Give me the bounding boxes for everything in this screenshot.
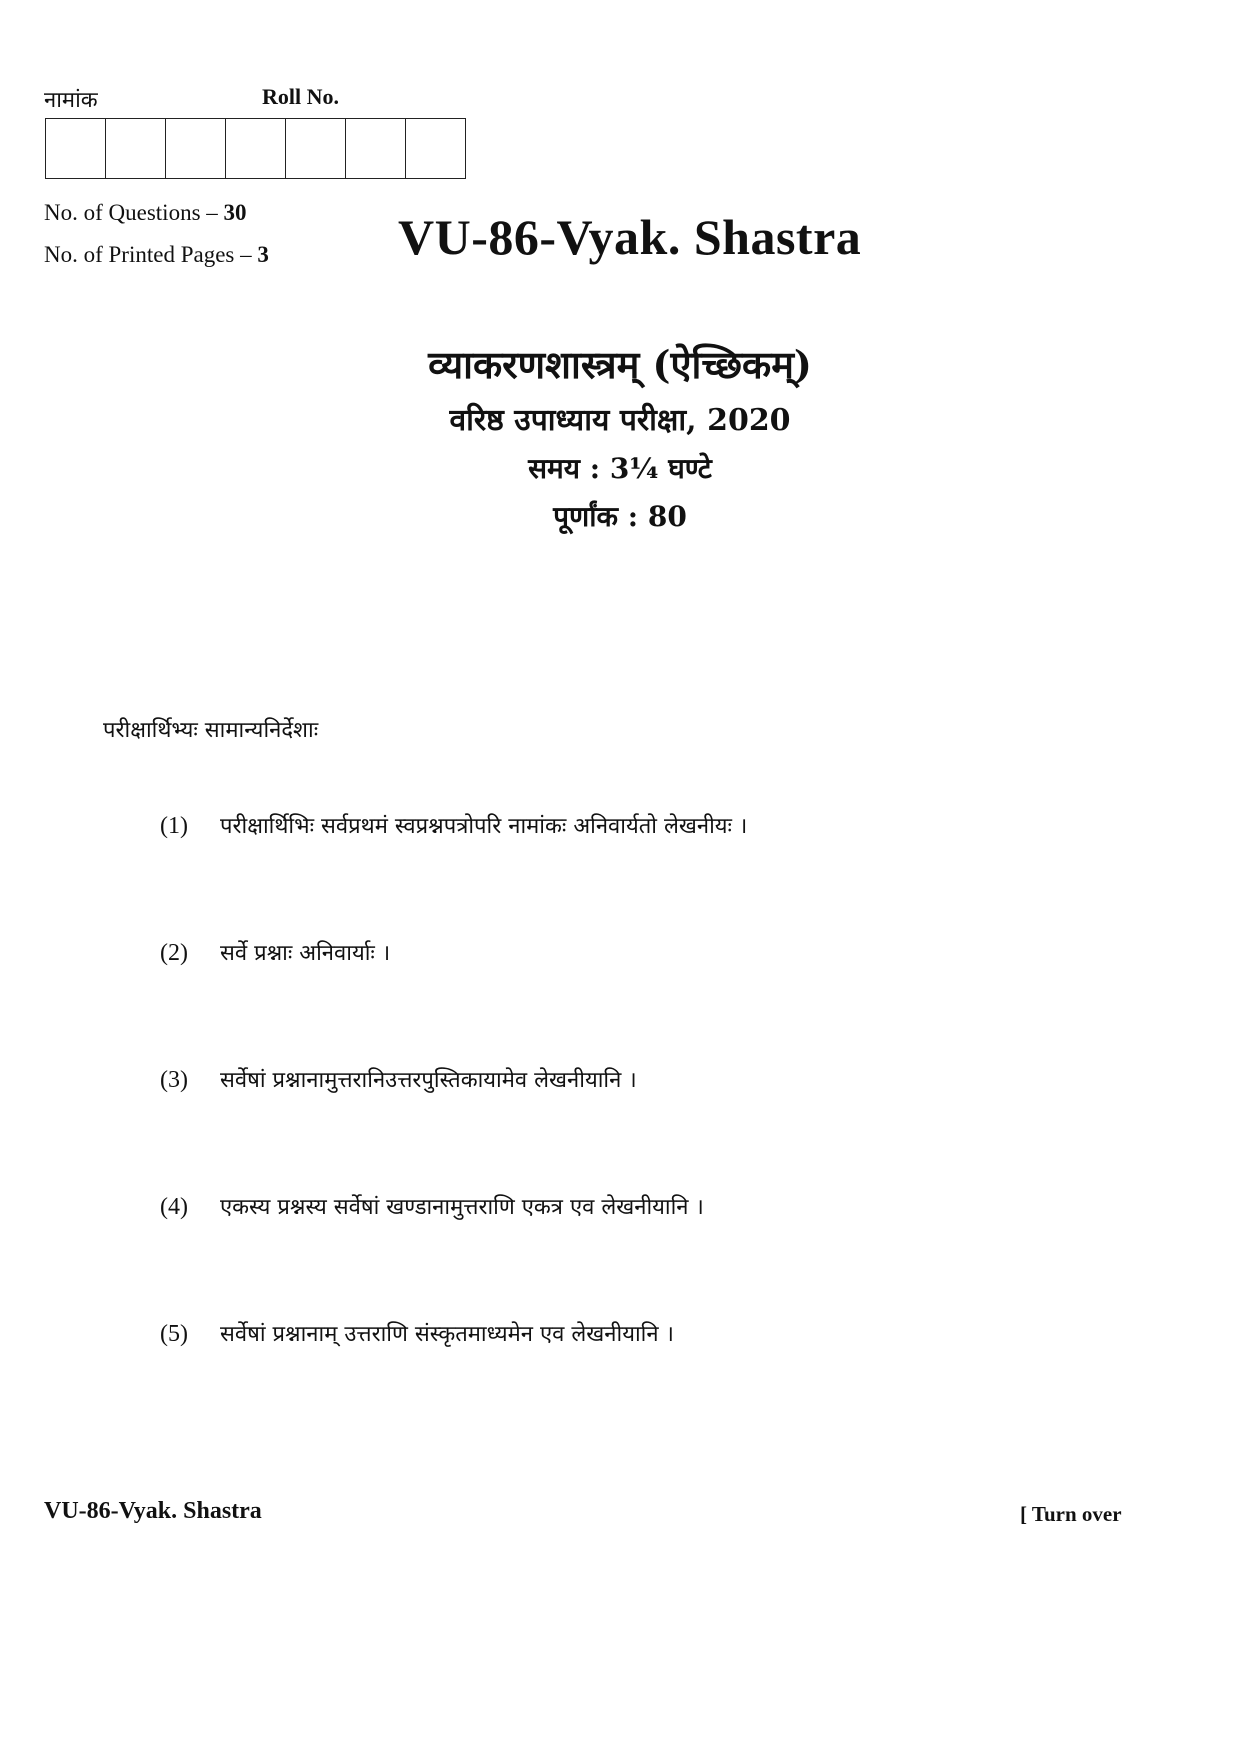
instruction-item-2: [160, 937, 390, 967]
instruction-item-1: [160, 810, 747, 840]
instruction-number: (5): [160, 1321, 188, 1347]
roll-number-boxes: [45, 118, 466, 179]
questions-value: 30: [223, 200, 247, 225]
instruction-number: (3): [160, 1067, 188, 1093]
exam-duration: समय : 3¼ घण्टे: [528, 452, 712, 485]
footer-paper-code: VU-86-Vyak. Shastra: [44, 1498, 262, 1524]
roll-digit-box-2: [106, 119, 166, 178]
instruction-number: (2): [160, 940, 188, 966]
questions-label: No. of Questions –: [44, 200, 224, 225]
roll-number-label-hindi: नामांक: [44, 88, 98, 113]
instruction-number: (1): [160, 813, 188, 839]
subject-title: व्याकरणशास्त्रम् (ऐच्छिकम्): [428, 342, 812, 387]
paper-code-title: VU-86-Vyak. Shastra: [398, 209, 862, 265]
instruction-item-5: [160, 1318, 674, 1348]
roll-digit-box-7: [406, 119, 466, 178]
instructions-heading: परीक्षार्थिभ्यः सामान्यनिर्देशाः: [103, 718, 319, 743]
instruction-item-4: [160, 1191, 704, 1221]
number-of-questions: [44, 200, 247, 226]
instruction-text: सर्वेषां प्रश्नानाम् उत्तराणि संस्कृतमाध्यमेन एव लेखनीयानि ।: [220, 1322, 674, 1347]
full-marks: पूर्णांक : 80: [553, 500, 687, 533]
instruction-text: परीक्षार्थिभिः सर्वप्रथमं स्वप्रश्नपत्रोपरि नामांकः अनिवार्यतो लेखनीयः ।: [220, 814, 748, 839]
roll-number-label: Roll No.: [262, 84, 339, 109]
instruction-item-3: [160, 1064, 637, 1094]
instruction-number: (4): [160, 1194, 188, 1220]
instruction-text: एकस्य प्रश्नस्य सर्वेषां खण्डानामुत्तराणि एकत्र एव लेखनीयानि ।: [220, 1195, 704, 1220]
roll-digit-box-3: [166, 119, 226, 178]
instruction-text: सर्वेषां प्रश्नानामुत्तरानिउत्तरपुस्तिकायामेव लेखनीयानि ।: [220, 1068, 637, 1093]
pages-value: 3: [257, 242, 269, 267]
roll-digit-box-6: [346, 119, 406, 178]
roll-digit-box-4: [226, 119, 286, 178]
instruction-text: सर्वे प्रश्नाः अनिवार्याः ।: [220, 941, 391, 966]
number-of-printed-pages: [44, 242, 269, 268]
turn-over-note: [ Turn over: [1020, 1502, 1122, 1526]
pages-label: No. of Printed Pages –: [44, 242, 258, 267]
roll-digit-box-1: [46, 119, 106, 178]
roll-digit-box-5: [286, 119, 346, 178]
exam-name: वरिष्ठ उपाध्याय परीक्षा, 2020: [449, 403, 791, 438]
